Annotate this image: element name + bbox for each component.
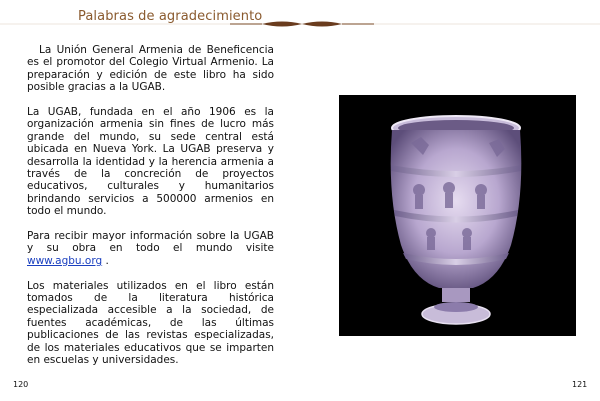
carved-goblet-image — [339, 95, 576, 336]
more-info-text: Para recibir mayor información sobre la UGAB y su obra en todo el mundo visite — [27, 230, 274, 255]
page-header-title: Palabras de agradecimiento — [78, 9, 263, 24]
paragraph-ugab-promoter: La Unión General Armenia de Beneficencia es el promotor del Colegio Virtual Armenio. La preparación y edición de este libro ha sido posible gracias a la UGAB. — [27, 44, 274, 94]
paragraph-more-info — [27, 230, 274, 267]
page-number-right: 121 — [572, 380, 588, 389]
header-divider — [0, 15, 600, 35]
page-number-left: 120 — [13, 380, 29, 389]
goblet-photo — [339, 95, 576, 336]
agbu-link[interactable]: www.agbu.org — [27, 254, 103, 267]
paragraph-ugab-history: La UGAB, fundada en el año 1906 es la organización armenia sin fines de lucro más grande del mundo, su sede central está ubicada en Nueva York. La UGAB preserva y desarrolla la identidad y la herencia armenia a través de la concreción de proyectos educativos, culturales y humanitarios brindando servicios a 500000 armenios en todo el mundo. — [27, 106, 274, 218]
body-text — [27, 44, 274, 379]
paragraph-sources: Los materiales utilizados en el libro están tomados de la literatura histórica especializada accesible a la sociedad, de fuentes académicas, de las últimas publicaciones de las revistas especializadas, de los materiales educativos que se imparten en escuelas y universidades. — [27, 279, 274, 367]
more-info-end: . — [102, 254, 109, 267]
